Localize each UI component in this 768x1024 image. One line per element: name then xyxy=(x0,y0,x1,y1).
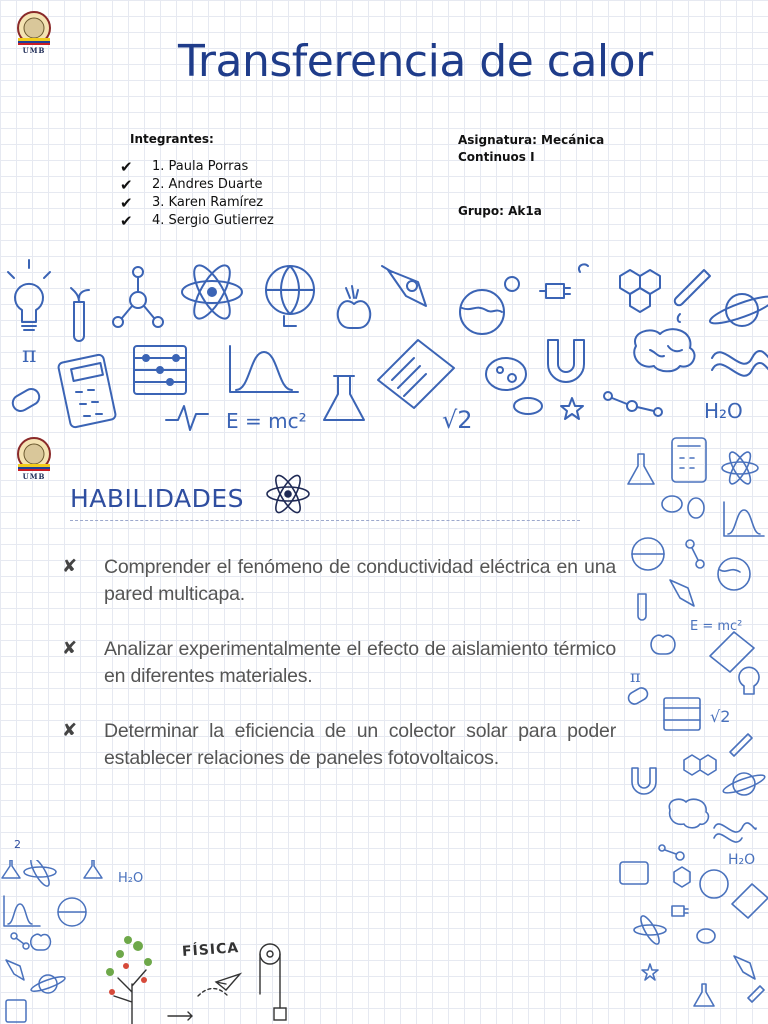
brain-icon xyxy=(669,799,708,828)
bell-curve-icon xyxy=(724,502,764,536)
divider xyxy=(70,520,580,521)
physics-label: FÍSICA xyxy=(181,940,240,960)
logo-text: UMB xyxy=(22,46,46,55)
pill-icon xyxy=(626,686,649,706)
pulley-icon xyxy=(260,944,286,1020)
side-science-doodles xyxy=(610,432,768,1024)
cross-mark-icon: ✘ xyxy=(62,556,78,577)
atom-icon xyxy=(634,914,666,947)
check-icon: ✔ xyxy=(120,212,133,230)
molecule-icon xyxy=(604,392,662,416)
sqrt-text: √2 xyxy=(442,406,473,432)
dna-icon xyxy=(714,823,756,842)
star-icon xyxy=(561,398,583,419)
pill-icon xyxy=(10,386,42,414)
group-label: Grupo: Ak1a xyxy=(458,204,542,218)
molecule-icon xyxy=(113,267,163,327)
apple-icon xyxy=(31,934,51,950)
book-icon xyxy=(378,340,454,408)
atom-icon xyxy=(24,860,56,888)
calculator-icon xyxy=(672,438,706,482)
test-tube-icon xyxy=(730,734,752,756)
flask-icon xyxy=(694,984,714,1006)
force-arrow xyxy=(168,1012,192,1020)
globe-icon xyxy=(632,538,664,570)
molecule-icon xyxy=(659,845,684,860)
list-item xyxy=(120,212,274,230)
skills-list xyxy=(62,554,618,800)
skill-text: Analizar experimentalmente el efecto de aislamiento térmico en diferentes materiales. xyxy=(104,638,616,687)
abacus-icon xyxy=(134,346,186,394)
members-heading: Integrantes: xyxy=(130,132,214,146)
rocket-icon xyxy=(382,266,426,306)
lightbulb-icon xyxy=(739,667,759,694)
section-title: HABILIDADES xyxy=(70,484,245,513)
member-name: 3. Karen Ramírez xyxy=(152,195,264,210)
test-tube-icon xyxy=(638,594,646,620)
chemical-structure-icon xyxy=(674,867,690,887)
molecule-icon xyxy=(686,540,704,568)
list-item xyxy=(120,194,274,212)
flask-icon xyxy=(2,860,20,878)
water-text: H₂O xyxy=(118,871,144,886)
logo-text: UMB xyxy=(22,472,46,481)
member-name: 2. Andres Duarte xyxy=(152,177,263,192)
cross-mark-icon: ✘ xyxy=(62,720,78,741)
globe-icon xyxy=(718,558,750,590)
paper-plane-icon xyxy=(216,974,240,990)
formula-text: E = mc² xyxy=(226,409,307,432)
pulse-icon xyxy=(166,406,208,430)
globe-icon xyxy=(700,870,728,898)
umb-logo xyxy=(12,436,56,486)
member-name: 1. Paula Porras xyxy=(152,159,249,174)
sqrt-text: √2 xyxy=(710,707,731,726)
list-item xyxy=(120,158,274,176)
atom-icon xyxy=(722,449,758,486)
book-icon xyxy=(732,884,768,918)
globe-icon xyxy=(460,290,504,334)
saturn-icon xyxy=(722,772,767,796)
apple-icon xyxy=(338,286,371,328)
dna-icon xyxy=(712,351,768,376)
magnet-icon xyxy=(548,340,584,382)
bell-curve-icon xyxy=(230,346,298,392)
test-tube-icon xyxy=(71,288,89,341)
water-text: H₂O xyxy=(704,399,743,423)
chemical-structure-icon xyxy=(684,755,716,775)
planet-icon xyxy=(505,277,519,291)
list-item xyxy=(62,554,618,608)
calculator-icon xyxy=(6,1000,26,1022)
book-icon xyxy=(710,632,754,672)
pi-text: π xyxy=(630,667,641,686)
umb-logo xyxy=(12,10,56,60)
formula-text: E = mc² xyxy=(690,619,743,634)
flask-icon xyxy=(84,860,102,878)
test-tube-icon xyxy=(675,270,710,322)
calculator-icon xyxy=(58,354,117,428)
page-number: 2 xyxy=(14,838,21,851)
brain-icon xyxy=(634,329,694,371)
apple-icon xyxy=(651,635,675,654)
water-text: H₂O xyxy=(728,852,756,868)
list-item xyxy=(120,176,274,194)
member-name: 4. Sergio Gutierrez xyxy=(152,213,274,228)
cross-mark-icon: ✘ xyxy=(62,638,78,659)
chemical-structure-icon xyxy=(620,270,660,312)
calculator-icon xyxy=(620,862,648,884)
subject-label: Asignatura: Mecánica Continuos I xyxy=(458,133,605,164)
science-doodles xyxy=(0,250,768,432)
check-icon: ✔ xyxy=(120,194,133,212)
lightbulb-icon xyxy=(8,260,50,330)
slide-2 xyxy=(0,432,768,1024)
skill-text: Comprender el fenómeno de conductividad eléctrica en una pared multicapa. xyxy=(104,556,616,605)
arc-path xyxy=(198,989,228,997)
flask-icon xyxy=(324,376,364,420)
tree-icon xyxy=(106,936,152,1024)
rocket-icon xyxy=(670,580,694,606)
page-title: Transferencia de calor xyxy=(178,36,653,87)
plug-icon xyxy=(540,264,588,298)
microbe-icon xyxy=(486,358,526,390)
atom-icon xyxy=(182,261,242,324)
check-icon: ✔ xyxy=(120,158,133,176)
rocket-icon xyxy=(6,960,24,980)
plug-icon xyxy=(672,906,688,916)
microbe-icon xyxy=(662,496,704,518)
star-icon xyxy=(642,964,658,980)
bottom-science-doodles xyxy=(0,860,620,1024)
members-list xyxy=(120,158,274,230)
atom-icon xyxy=(264,474,312,514)
abacus-icon xyxy=(664,698,700,730)
check-icon: ✔ xyxy=(120,176,133,194)
pi-text: π xyxy=(22,343,37,368)
rocket-icon xyxy=(734,956,755,979)
flask-icon xyxy=(628,454,654,484)
microbe-icon xyxy=(514,398,542,414)
microbe-icon xyxy=(697,929,715,943)
slide-1 xyxy=(0,0,768,432)
test-tube-icon xyxy=(748,986,764,1002)
skill-text: Determinar la eficiencia de un colector solar para poder establecer relaciones de paneles fotovoltaicos. xyxy=(104,720,616,769)
bell-curve-icon xyxy=(4,896,40,926)
list-item xyxy=(62,718,618,772)
list-item xyxy=(62,636,618,690)
molecule-icon xyxy=(11,933,29,949)
saturn-icon xyxy=(30,974,67,994)
magnet-icon xyxy=(632,768,656,794)
globe-icon xyxy=(266,266,314,326)
physics-illustration xyxy=(98,932,298,1024)
globe-icon xyxy=(58,898,86,926)
saturn-icon xyxy=(708,292,768,328)
